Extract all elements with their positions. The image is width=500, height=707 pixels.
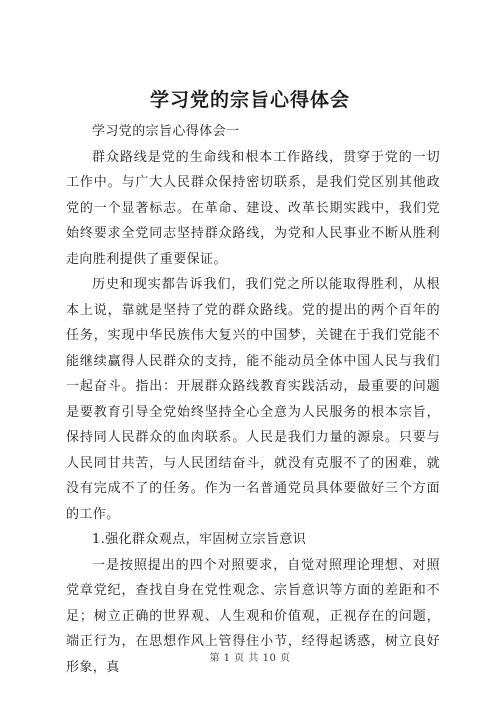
paragraph-first-point: 一是按照提出的四个对照要求，自觉对照理论理想、对照党章党纪，查找自身在党性观念、宗旨意识等方面的差距和不足；树立正确的世界观、人生观和价值观，正视存在的问题，端正行为，在思想作风上管得住小节，经得起诱惑，树立良好形象，真 <box>66 557 440 675</box>
section-heading-1: 1.强化群众观点，牢固树立宗旨意识 <box>92 532 307 547</box>
page-number-footer: 第 1 页 共 10 页 <box>209 653 291 664</box>
document-subtitle: 学习党的宗旨心得体会一 <box>92 124 240 139</box>
paragraph-history: 历史和现实都告诉我们，我们党之所以能取得胜利，从根本上说，靠就是坚持了党的群众路线。党的提出的两个百年的任务，实现中华民族伟大复兴的中国梦，关键在于我们党能不能继续赢得人民群众的支持，能不能动员全体中国人民与我们一起奋斗。指出：开展群众路线教育实践活动，最重要的问题是要教育引导全党始终坚持全心全意为人民服务的根本宗旨，保持同人民群众的血肉联系。人民是我们力量的源泉。只要与人民同甘共苦，与人民团结奋斗，就没有克服不了的困难，就没有完成不了的任务。作为一名普通党员具体要做好三个方面的工作。 <box>66 277 440 522</box>
paragraph-mass-line: 群众路线是党的生命线和根本工作路线，贯穿于党的一切工作中。与广大人民群众保持密切联系，是我们党区别其他政党的一个显著标志。在革命、建设、改革长期实践中，我们党始终要求全党同志坚持群众路线，为党和人民事业不断从胜利走向胜利提供了重要保证。 <box>66 149 440 267</box>
document-title: 学习党的宗旨心得体会 <box>149 89 350 111</box>
document-body <box>66 119 440 680</box>
